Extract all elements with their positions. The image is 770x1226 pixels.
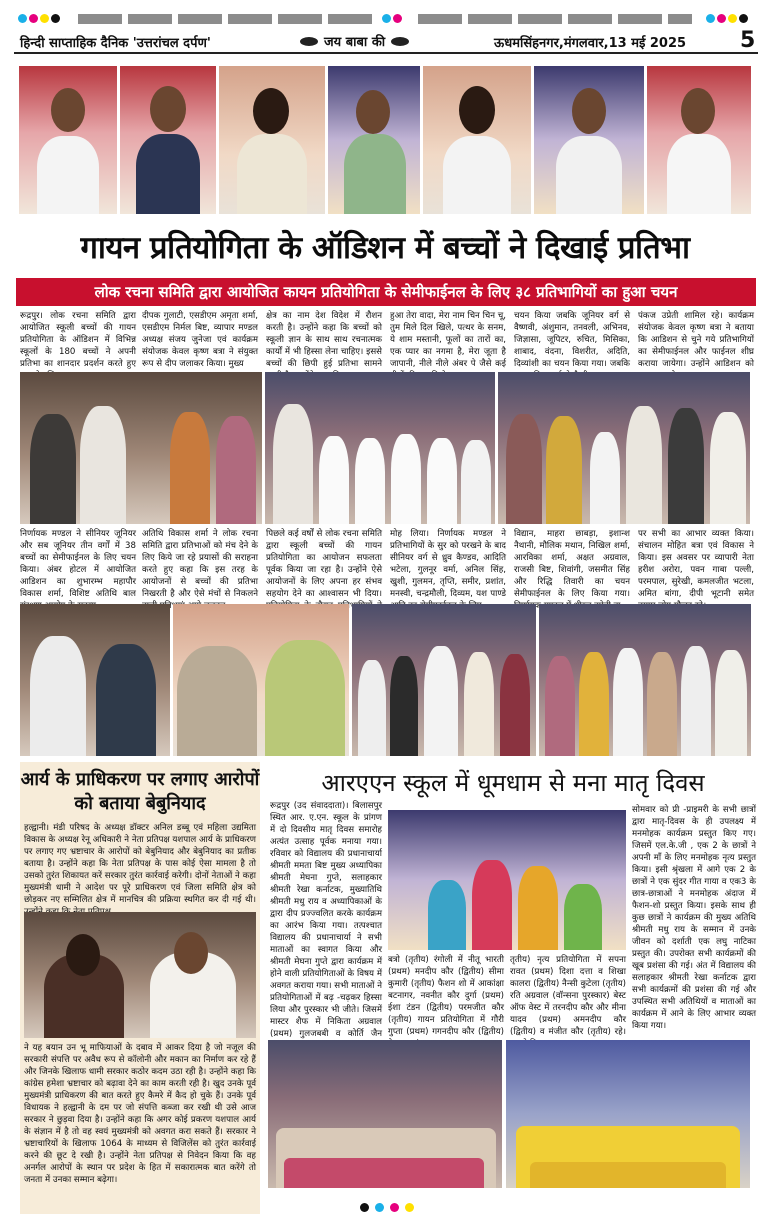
photo-group-guests [498,372,750,524]
photo-singer [647,66,751,214]
article-column: हुआ तेरा वादा, मेरा नाम चिन चिन चू, तुम मिले दिल खिले, पत्थर के सनम, ये शाम मस्तानी, फूलों का तारों का, एक प्यार का नगमा है, मेरा जूता है जापानी, नीले नीले अंबर पे जैसे कई [390,311,506,369]
photo-singer [219,66,325,214]
story-box-arya [20,762,260,1214]
ornament-icon [300,37,318,46]
registration-dot [390,1203,399,1212]
article-column: रूद्रपुर। लोक रचना समिति द्वारा आयोजित स्कूली बच्चों की गायन प्रतियोगिता के ऑडिशन में विभिन्न स्कूलों के 180 बच्चों ने अपनी प्रतिभा का शानदार प्रदर्शन करते हुए [20,311,136,369]
article-paragraph: हल्द्वानी। मंडी परिषद के अध्यक्ष डॉक्टर अनिल डब्बू एवं महिला उद्यमिता विकास के अध्यक्ष रेनू अधिकारी ने नेता प्रतिपक्ष यशपाल आर्य के प्राधिकरण पर लगाए गए भ्रष्टाचार के आरोपों को बेबुनियाद और बेबुनियाद का प्रतीक बताया है। उन्होंने कहा कि नेता प्रतिपक्ष के पास कोई ऐसा मामला है तो उसको तुरंत शिकायत करें सरकार तुरंत कार्रवाई करेगी। दोनों नेताओं ने कहा मुख्यमंत्री धामी ने आदेश पर पूरे प्राधिकरण एवं जिला समिति क्षेत्र को छोड़कर नए सम्मिलित क्षेत्र में मानचित्र की प्रक्रिया स्थगित कर दी गई थी। [24,823,256,905]
article-column: पंकज उप्रेती शामिल रहे। कार्यक्रम संयोजक केवल कृष्ण बत्रा ने बताया कि आडिशन से चुने गये प्रतिभागियों का सेमीफाईनल और फाईनल शीघ्र कराया जायेगा। उन्होंने आडिशन को [638,311,754,369]
masthead-slogan: जय बाबा की [324,35,386,50]
article-paragraph: ने यह बयान उन भू माफियाओं के दबाव में आकर दिया है जो नजूल की सरकारी संपत्ति पर अवैध रूप से कॉलोनी और मकान का निर्माण कर रहे हैं और जिनके खिलाफ धामी सरकार कठोर कदम उठा रही है। उन्होंने कहा कि कांग्रेस हमेशा भ्रष्टाचार को बढ़ावा देने का काम करती रही है। खुद उनके पूर्व मुख्यमंत्री प्राधिकरण की बात करते हुए कैमरे में कैद हो चुके हैं। उनके पूर्व विधायक ने हल्द्वानी के दम पर जो संपत्ति कब्जा कर रखी थी उसे आज सरकार ने छुड़वा दिया है। उन्होंने कहा कि अगर कोई प्रकरण यशपाल आर्य के संज्ञान में है तो वह स्वयं मुख्यमंत्री को अवगत करा सकते हैं। सरकार ने भ्रष्टाचारियों के खिलाफ 1064 के माध्यम से विजिलेंस को तुरंत कार्रवाई करने की छूट दे रखी है। उन्होंने नेता प्रतिपक्ष से निवेदन किया कि वह अनर्गल आरोपों के स्थान पर प्रदेश के हित में सकारात्मक बात करेंगे तो जनता में उनका सम्मान बढ़ेगा। [24,1043,256,1185]
registration-marks [0,0,770,28]
masthead-center [300,32,409,50]
photo-press-conference [24,912,256,1038]
registration-dot [29,14,38,23]
photo-students-group [268,1040,502,1188]
photo-singer [120,66,216,214]
paper-name: हिन्दी साप्ताहिक दैनिक 'उत्तरांचल दर्पण' [20,36,211,51]
headline-singing-competition: गायन प्रतियोगिता के ऑडिशन में बच्चों ने दिखाई प्रतिभा [80,230,690,266]
article-column: क्षेत्र का नाम देश विदेश में रौशन करती है। उन्होंने कहा कि बच्चों को स्कूली ज्ञान के साथ साथ रचनात्मक कार्यों में भी हिस्सा लेना चाहिए। इससे बच्चों की छिपी हुई प्रतिभा सामने [266,311,382,369]
article-column: अतिथि विकास शर्मा ने लोक रचना समिति द्वारा प्रतिभाओं को मंच देने के लिए किये जा रहे प्रयासों की सराहना करते हुए कहा कि इस तरह के आयोजनों से बच्चों की प्रतिभा निखरती है और ऐसे मंचों से निकलने [142,529,258,599]
page-number: 5 [740,28,756,53]
photo-singer [423,66,531,214]
article-column: तृतीय) नृत्य प्रतियोगिता में सपना रावत (प्रथम) दिशा दत्ता व शिखा कालरा (द्वितीय) नैन्सी कुटेला (तृतीय) रति अग्रवाल (वॉन्सना पुरस्कार) बेस्ट ऑफ वेस्ट में तरनदीप कौर और मीना यादव (प्रथम) अमनदीप कौर (द्वितीय) व मंजीत कौर (तृतीय) रहे। [510,955,626,1037]
registration-dot [382,14,391,23]
footer-registration [360,1203,414,1212]
registration-dot [706,14,715,23]
registration-dot [18,14,27,23]
registration-dot [360,1203,369,1212]
registration-dot [717,14,726,23]
headline-arya: आर्य के प्राधिकरण पर लगाए आरोपों को बताया बेबुनियाद [20,769,260,814]
registration-dot [393,14,402,23]
article-column: मोह लिया। निर्णायक मण्डल ने प्रतिभागियों के सुर को परखने के बाद सीनियर वर्ग से ध्रुव कैण्डव, आदिति भटेला, गुलनूर वर्मा, अनिल सिंह, खुशी, गुलमन, तृप्ति, समीर, प्रशांत, मनस्वी, चन्द्रमौली, दिव्यम, यश पाण्डे [390,529,506,599]
photo-award [173,604,349,756]
masthead [14,28,758,54]
article-column: रूद्रपुर (उद संवाददाता)। बिलासपुर स्थित आर. ए.एन. स्कूल के प्रांगण में दो दिवसीय मातृ दिवस समारोह अत्यंत उत्साह पूर्वक मनाया गया। रविवार को विद्यालय की प्रधानाचार्या श्रीमती ममता बिष्ट मुख्य अध्यापिका श्रीमती मेघना गुप्ते, सलाहकार श्रीमती रेखा कर्नाटक, मुख्यातिथि श्रीमती मधु राय व अध्यापिकाओं के द्वारा दीप प्रज्ज्वलित करके कार्यक्रम का आरंभ किया गया। तत्पश्चात विद्यालय की प्रधानाचार्या ने सभी माताओं का स्वागत किया और श्रीमती मेघना गुप्ते द्वारा कार्यक्रम में होने वाली प्रतियोगिताओं के विषय में अवगत कराया गया। सभी माताओं ने प्रतियोगिताओं में बढ़ -चढ़कर हिस्सा लिया और पुरस्कार भी जीते। जिसमें मास्टर शैफ में निकिता अग्रवाल (प्रथम) गुलजबबी व कोर्ति जैन [270,801,382,1039]
dateline: ऊधमसिंहनगर,मंगलवार,13 मई 2025 [494,36,687,51]
registration-dot [40,14,49,23]
photo-singer [19,66,117,214]
photo-stage-felicitation [352,604,536,756]
registration-dot [375,1203,384,1212]
photo-students-yellow [506,1040,750,1188]
photo-dance-performance [388,810,626,950]
registration-dot [51,14,60,23]
ornament-icon [391,37,409,46]
registration-dot [405,1203,414,1212]
photo-lamp-lighting [20,372,262,524]
article-column: पिछले कई वर्षों से लोक रचना समिति द्वारा स्कूली बच्चों की गायन प्रतियोगिता का आयोजन सफलता पूर्वक किया जा रहा है। उन्होंने ऐसे आयोजनों के लिए अपना हर संभव सहयोग देने का आश्वासन भी दिया। [266,529,382,599]
photo-stage-guests [539,604,751,756]
article-column: पर सभी का आभार व्यक्त किया। संचालन मोहित बत्रा एवं विकास ने किया। इस अवसर पर व्यापारी नेता हरीश अरोरा, पवन गाबा पल्ली, परमपाल, सुरेखी, कमलजीत भटला, अमित बांगा, दीपी भूटानी समेत [638,529,754,599]
article-column: बत्रो (तृतीय) रंगोली में नीतू भारती (प्रथम) मनदीप कौर (द्वितीय) सीमा कुमारी (तृतीय) फैशन शो में आकांक्षा बटनागर, नवनीत कौर दुर्गा (प्रथम) ईशा टंडन (द्वितीय) परमजीत कौर (तृतीय) गायन प्रतियोगिता में गौरी गुप्ता (प्रथम) गगनदीप कौर (द्वितीय) [388,955,504,1037]
registration-dot [739,14,748,23]
subheadline-bar: लोक रचना समिति द्वारा आयोजित कायन प्रतियोगिता के सेमीफाईनल के लिए ३८ प्रतिभागियों का हुआ चयन [16,278,756,306]
article-column: दीपक गुलाटी, एसडीएम अमृता शर्मा, एसडीएम निर्मल बिष्ट, व्यापार मण्डल अध्यक्ष संजय जुनेजा एवं कार्यक्रम संयोजक केवल कृष्ण बत्रा ने संयुक्त रूप से दीप जलाकर किया। मुख्य [142,311,258,369]
article-column: विद्यान, माहरा छाबड़ा, इशान्श नैथानी, मौलिक मथान, निखिल शर्मा, आरविका शर्मा, अक्षत अग्रवाल, राजसी बिष्ट, शिवांगी, जसमीत सिंह और रिद्धि तिवारी का चयन सेमीफाईनल के लिए किया गया। [514,529,630,599]
headline-mothers-day: आरएएन स्कूल में धूमधाम से मना मातृ दिवस [321,769,705,797]
photo-speaker [20,604,170,756]
photo-singer [328,66,420,214]
registration-dot [728,14,737,23]
photo-group-children [265,372,495,524]
article-column: निर्णायक मण्डल ने सीनियर जूनियर और सब जूनियर तीन वर्गों में 38 बच्चों का सेमीफाईनल के लिए चयन किया। अंबर होटल में आयोजित आडिशन का शुभारम्भ महापौर विकास शर्मा, विशिष्ट अतिथि बाल [20,529,136,599]
article-column: चयन किया जबकि जूनियर वर्ग से वैष्णवी, अंशुमान, तनवली, अभिनव, जिज्ञासा, जूपिटर, रुचित, मिसिका, शाबाद, वंदना, विशरीत, अदिति, दिव्यांशी का चयन किया गया। जबकि [514,311,630,369]
article-column: सोमवार को प्री -प्राइमरी के सभी छात्रों द्वारा मातृ-दिवस के ही उपलक्ष्य में मनमोहक कार्यक्रम प्रस्तुत किए गए। जिसमें एल.के.जी , एक 2 के छात्रों ने अपनी माँ के लिए मनमोहक नृत्य प्रस्तुत किया। इसी श्रृंखला में आगे एक 2 के छात्रों ने एक सुंदर गीत गाया व एक3 के छात्र-छात्राओं ने मनमोहक अंदाज में फैशन-शो प्रस्तुत किया। इसके साथ ही कुछ छात्रों ने कार्यक्रम की मुख्य अतिथि श्रीमती मधु राय के सम्मान में उनके जीवन को दर्शाती एक लघु नाटिका प्रस्तुत की। उपरोक्त सभी कार्यक्रमों की खूब प्रशंसा की गई। अंत में विद्यालय की सलाहकार श्रीमती रेखा कर्नाटक द्वारा सभी कार्यक्रमों की प्रशंसा की गई और उपस्थित सभी अतिथियों व माताओं का कार्यक्रम में आने के लिए आभार व्यक्त किया गया। [632,805,756,1031]
photo-singer [534,66,644,214]
